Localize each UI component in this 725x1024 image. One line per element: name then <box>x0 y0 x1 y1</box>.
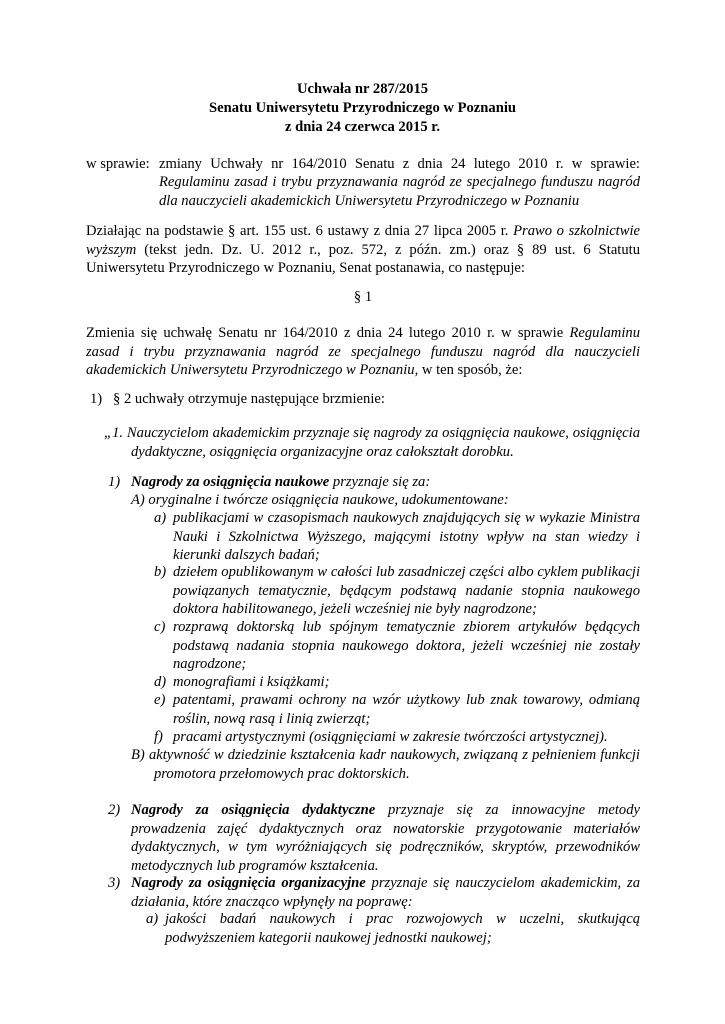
resolution-date: z dnia 24 czerwca 2015 r. <box>284 119 441 135</box>
point-1-bold: Nagrody za osiągnięcia naukowe <box>131 474 330 490</box>
amendment-regulation-title: Regulaminu zasad i trybu przyznawania nagród ze specjalnego funduszu nagród dla nauczycieli akademickich Uniwersytetu Przyrodniczego w Poznaniu <box>86 325 640 378</box>
subject-regulation-title: Regulaminu zasad i trybu przyznawania nagród ze specjalnego funduszu nagród dla nauczycieli akademickich Uniwersytetu Przyrodniczego w Poznaniu <box>159 174 640 209</box>
point-3-text <box>131 874 640 911</box>
point-1-b-text: dziełem opublikowanym w całości lub zasadniczej części albo cyklem publikacji powiązanych tematycznie, będącym podstawą nadanie stopnia naukowego doktora habilitowanego, jeżeli wcześniej nie były nagrodzone; <box>173 564 640 617</box>
senate-name: Senatu Uniwersytetu Przyrodniczego w Poznaniu <box>209 100 516 116</box>
point-1-f-text: pracami artystycznymi (osiągnięciami w zakresie twórczości artystycznej). <box>173 729 608 745</box>
point-1-number: 1) <box>108 474 121 490</box>
point-1-d-text: monografiami i książkami; <box>173 674 330 690</box>
subject-label: w sprawie: <box>86 156 150 172</box>
point-1-a-text: publikacjami w czasopismach naukowych znajdujących się w wykazie Ministra Nauki i Szkolnictwa Wyższego, mającymi istotny wpływ na stan wiedzy i kierunki dalszych badań; <box>173 510 640 563</box>
point-2-text <box>131 801 640 875</box>
point-1-d-mark: d) <box>154 674 167 690</box>
point-2-rest: przyznaje się za innowacyjne metody prowadzenia zajęć dydaktycznych oraz nowatorskie przygotowanie materiałów dydaktycznych, w tym wyróżniających się podręczników, skryptów, przewodników metodycznych lub programów kształcenia. <box>131 802 640 874</box>
point-3-rest: przyznaje się nauczycielom akademickim, za działania, które znacząco wpłynęły na poprawę: <box>131 875 640 910</box>
quote-paragraph-1: „1. Nauczycielom akademickim przyznaje się nagrody za osiągnięcia naukowe, osiągnięcia dydaktyczne, osiągnięcia organizacyjne oraz całokształt dorobku. <box>104 425 640 460</box>
amendment-text-2: , w ten sposób, że: <box>414 362 523 378</box>
point-1-A: A) oryginalne i twórcze osiągnięcia naukowe, udokumentowane: <box>131 492 509 508</box>
point-1-B: B) aktywność w dziedzinie kształcenia kadr naukowych, związaną z pełnieniem funkcji promotora przełomowych prac doktorskich. <box>131 747 640 782</box>
legal-basis-paragraph <box>86 222 640 278</box>
point-1-rest: przyznaje się za: <box>329 474 431 490</box>
section-mark: § 1 <box>353 289 373 305</box>
point-3-bold: Nagrody za osiągnięcia organizacyjne <box>131 875 366 891</box>
item-1-number: 1) <box>90 391 103 407</box>
point-3-a-mark: a) <box>146 911 159 927</box>
amendment-text-1: Zmienia się uchwałę Senatu nr 164/2010 z dnia 24 lutego 2010 r. w sprawie <box>86 325 570 341</box>
point-2-number: 2) <box>108 802 121 818</box>
point-1-f-mark: f) <box>154 729 163 745</box>
point-1-heading <box>131 473 640 492</box>
legal-basis-text-2: (tekst jedn. Dz. U. 2012 r., poz. 572, z późn. zm.) oraz § 89 ust. 6 Statutu Uniwersytetu Przyrodniczego w Poznaniu, Senat postanawia, co następuje: <box>86 241 640 276</box>
amendment-paragraph <box>86 324 640 380</box>
point-3-a-text: jakości badań naukowych i prac rozwojowych w uczelni, skutkującą podwyższeniem kategorii naukowej jednostki naukowej; <box>165 911 640 946</box>
point-1-c-mark: c) <box>154 619 166 635</box>
point-1-e-mark: e) <box>154 692 166 708</box>
subject-text: zmiany Uchwały nr 164/2010 Senatu z dnia 24 lutego 2010 r. w sprawie: <box>159 156 640 172</box>
point-1-c-text: rozprawą doktorską lub spójnym tematycznie zbiorem artykułów będących podstawą nadania stopnia naukowego doktora, jeżeli wcześniej nie zostały nagrodzone; <box>173 619 640 672</box>
point-1-b-mark: b) <box>154 564 167 580</box>
resolution-title: Uchwała nr 287/2015 <box>296 81 429 97</box>
point-1-e-text: patentami, prawami ochrony na wzór użytkowy lub znak towarowy, odmianą roślin, nową rasą i linią zwierząt; <box>173 692 640 727</box>
legal-basis-act-title: Prawo o szkolnictwie wyższym <box>86 223 640 258</box>
legal-basis-text-1: Działając na podstawie § art. 155 ust. 6 ustawy z dnia 27 lipca 2005 r. <box>86 223 514 239</box>
point-3-number: 3) <box>108 875 121 891</box>
point-1-a-mark: a) <box>154 510 167 526</box>
point-2-bold: Nagrody za osiągnięcia dydaktyczne <box>131 802 376 818</box>
item-1-text: § 2 uchwały otrzymuje następujące brzmienie: <box>113 391 385 407</box>
